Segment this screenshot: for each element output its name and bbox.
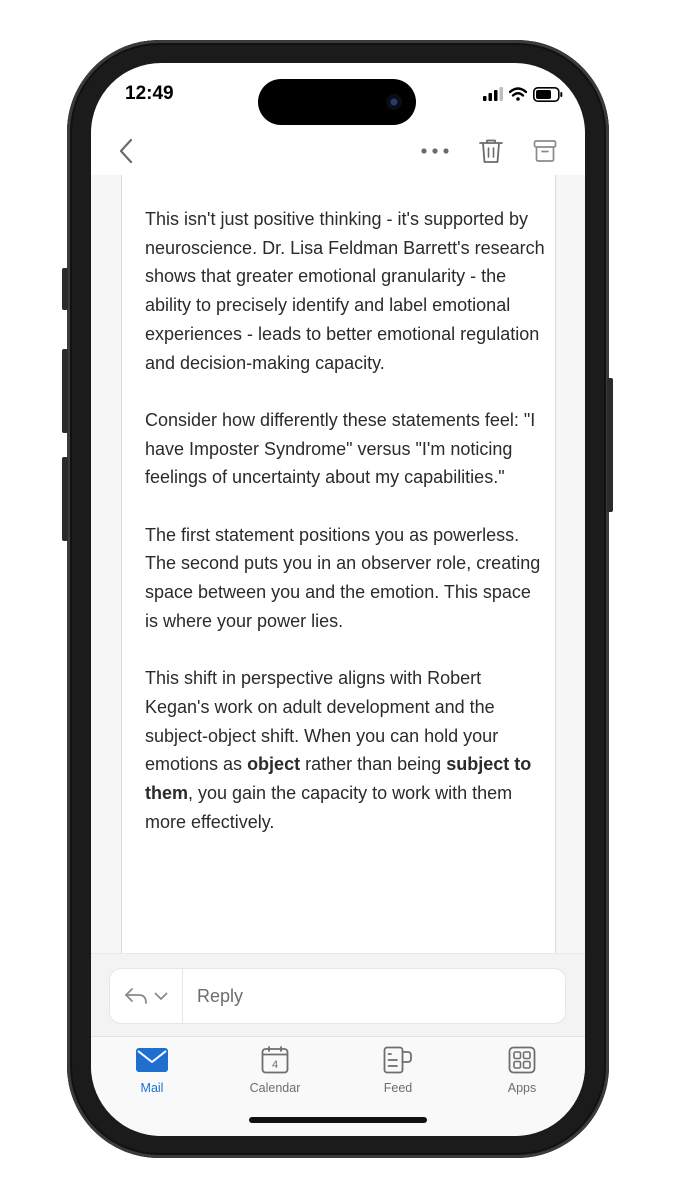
mail-icon	[136, 1048, 168, 1072]
status-time: 12:49	[125, 83, 174, 104]
reply-arrow-icon	[124, 987, 148, 1005]
back-button[interactable]	[111, 133, 141, 169]
archive-button[interactable]	[527, 131, 563, 171]
status-icons	[483, 85, 563, 103]
paragraph: Consider how differently these statements feel: "I have Imposter Syndrome" versus "I'm noticing feelings of uncertainty about my capabilities."	[145, 409, 536, 488]
tab-mail[interactable]	[107, 1045, 197, 1105]
paragraph-text: rather than being	[300, 754, 447, 775]
bold-text: object	[247, 754, 301, 775]
bold-text: subject to them	[145, 754, 532, 804]
trash-icon	[479, 138, 503, 164]
calendar-icon	[261, 1046, 289, 1074]
reply-box[interactable]	[109, 968, 566, 1024]
calendar-day-number: 4	[271, 1059, 279, 1071]
wifi-icon	[509, 87, 527, 101]
paragraph-text: This shift in perspective aligns with Robert Kegan's work on adult development and the subject-object shift. When you can hold your emotions as	[145, 668, 499, 775]
reply-bar	[91, 953, 585, 1037]
tab-apps[interactable]	[477, 1045, 567, 1105]
tab-label: Mail	[140, 1081, 164, 1095]
reply-options-button[interactable]	[110, 969, 183, 1023]
tab-label: Feed	[383, 1081, 413, 1095]
signal-icon	[483, 87, 503, 101]
paragraph: The first statement positions you as powerless. The second puts you in an observer role, creating space between you and the emotion. This space is where your power lies.	[145, 524, 541, 631]
paragraph	[145, 664, 545, 836]
camera-icon	[386, 94, 402, 110]
message-card	[121, 175, 556, 953]
message-body	[145, 205, 545, 865]
archive-icon	[533, 139, 557, 163]
volume-up-button	[62, 349, 68, 433]
chevron-down-icon	[154, 992, 168, 1001]
home-indicator[interactable]	[249, 1117, 427, 1123]
tab-feed[interactable]	[353, 1045, 443, 1105]
apps-grid-icon	[508, 1046, 536, 1074]
message-scroll-area[interactable]	[91, 175, 585, 953]
action-button	[62, 268, 68, 310]
ellipsis-icon	[421, 148, 449, 154]
paragraph: This isn't just positive thinking - it's supported by neuroscience. Dr. Lisa Feldman Barrett's research shows that greater emotional granularity - the ability to precisely identify and label emotional experiences - leads to better emotional regulation and decision-making capacity.	[145, 209, 545, 373]
volume-down-button	[62, 457, 68, 541]
paragraph-text: , you gain the capacity to work with them more effectively.	[145, 783, 513, 832]
tab-label: Calendar	[249, 1081, 301, 1095]
message-toolbar	[91, 127, 585, 176]
screen	[91, 63, 585, 1136]
more-button[interactable]	[417, 133, 453, 169]
dynamic-island	[258, 79, 416, 125]
tab-calendar[interactable]	[230, 1045, 320, 1105]
delete-button[interactable]	[473, 131, 509, 171]
chevron-left-icon	[119, 138, 133, 164]
feed-icon	[383, 1046, 413, 1074]
battery-icon	[533, 87, 563, 102]
tab-label: Apps	[507, 1081, 537, 1095]
reply-input[interactable]: Reply	[197, 986, 244, 1006]
power-button	[607, 378, 613, 512]
